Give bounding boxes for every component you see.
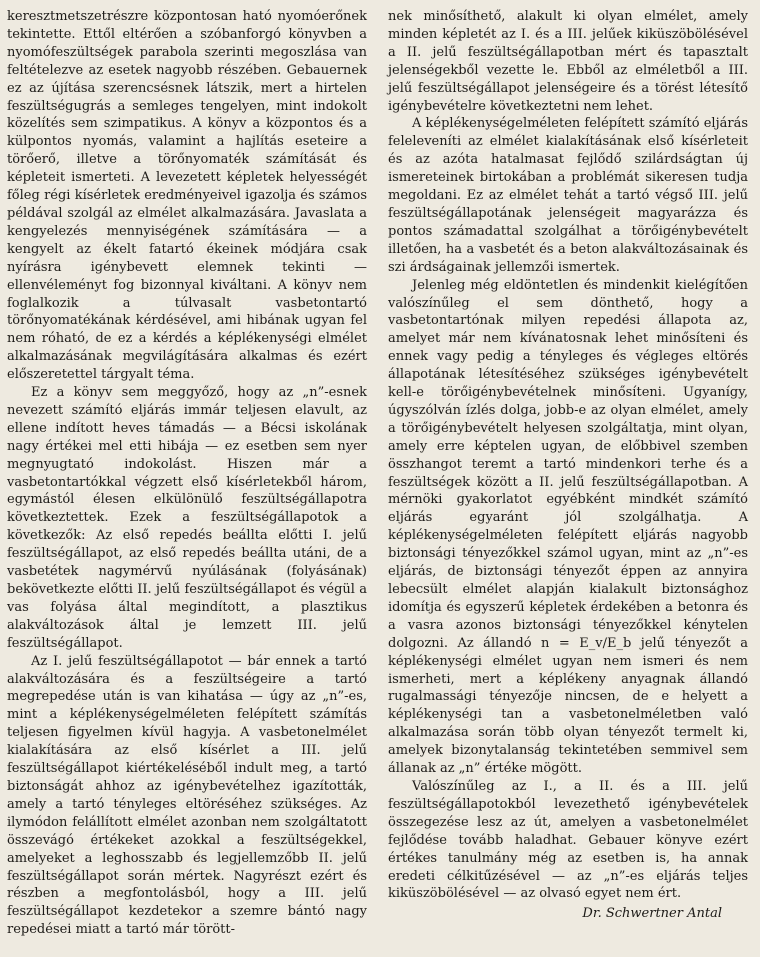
author-signature: Dr. Schwertner Antal — [582, 906, 722, 922]
paragraph-left-3: Az I. jelű feszültségállapotot — bár ennek a tartó alakváltozására és a feszültségeire a tartó megrepedése után is van kihatása — úgy az „n”-es, mint a képlékenységelméleten felépített számítás teljesen figyelmen kívül hagyja. A vasbetonelmélet kialakítására az első kísérlet a III. jelű feszültségállapot kiértékeléséből indult meg, a tartó biztonságát ahhoz az igénybevételhez igazították, amely a tartó tényleges eltöréséhez szükséges. Az ilymódon felállított elmélet azonban nem szolgáltatott összevágó értékeket azokkal a feszültségekkel, amelyeket a leghosszabb és legjellemzőbb II. jelű feszültségállapot során mértek. Nagyrészt ezért és részben a megfontolásból, hogy a III. jelű feszültségállapot kezdetekor a szemre bántó nagy repedései miatt a tartó már törött- — [7, 653, 367, 938]
paragraph-left-2: Ez a könyv sem meggyőző, hogy az „n”-esnek nevezett számító eljárás immár teljesen elavult, az ellene indított heves támadás — a Bécsi iskolának nagy értékei mel etti hibája — ez esetben sem nyer megnyugtató indokolást. Hiszen már a vasbetontartókkal végzett első kísérletekből három, egymástól élesen elkülönülő feszültségállapotra következtettek. Ezek a feszültségállapotok a következők: Az első repedés beállta előtti I. jelű feszültségállapot, az első repedés beállta utáni, de a vasbetétek nagymérvű nyúlásának (folyásának) bekövetkezte előtti II. jelű feszültségállapot és végül a vas folyása által megindított, a plasztikus alakváltozások által je lemzett III. jelű feszültségállapot. — [7, 385, 367, 651]
paragraph-right-2: A képlékenységelméleten felépített számító eljárás feleleveníti az elmélet kialakításának első kísérleteit és az azóta hatalmasat fejlődő szilárdságtan új ismereteinek birtokában a problémát sikeresen tudja megoldani. Ez az elmélet tehát a tartó végső III. jelű feszültségállapotának jelenségeit magyarázza és pontos számadattal szolgálhat a törőigénybevételt illetően, ha a vasbetét és a beton alakváltozásainak és szi árdságainak jellemzői ismertek. — [388, 116, 748, 275]
paragraph-right-1: nek minősíthető, alakult ki olyan elmélet, amely minden képletét az I. és a III. jelűek kiküszöbölésével a II. jelű feszültségállapotban mért és tapasztalt jelenségekből vezette le. Ebből az elméletből a III. jelű feszültségállapot jelenségeire és a törést létesítő igénybevételre következtetni nem lehet. — [388, 9, 748, 114]
paragraph-left-1: keresztmetszetrészre központosan ható nyomóerőnek tekintette. Ettől eltérően a szóbanforgó könyvben a nyomófeszültségek parabola szerinti megoszlása van feltételezve az esetek nagyobb részében. Gebauernek ez az újítása szerencsésnek látszik, mert a hirtelen feszültségugrás a semleges tengelyen, mint indokolt közelítés sem szimpatikus. A könyv a központos és a külpontos nyomás, valamint a hajlítás eseteire a törőerő, illetve a törőnyomaték számítását és képleteit ismerteti. A levezetett képletek helyességét főleg régi kísérletek eredményeivel igazolja és számos példával szolgál az elmélet alkalmazására. Javaslata a kengyelezés mennyiségének számítására — a kengyelt az ékelt fatartó ékeinek módjára csak nyírásra igénybevett elemnek tekinti — ellenvéleményt fog bizonnyal kiváltani. A könyv nem foglalkozik a túlvasalt vasbetontartó törőnyomatékának kérdésével, ami hibának ugyan fel nem róható, de ez a kérdés a képlékenységi elmélet alkalmazásának megvilágítására alkalmas és ezért előszeretettel tárgyalt téma. — [7, 9, 367, 383]
paragraph-right-3: Jelenleg még eldöntetlen és mindenkit kielégítően valószínűleg el sem dönthető, hogy a vasbetontartónak milyen repedési állapota az, amelyet már nem kívánatosnak lehet minősíteni és ennek vagy pedig a tényleges és végleges eltörés állapotának létesítéséhez szükséges igénybevételt kell-e törőigénybevételnek minősíteni. Ugyanígy, úgyszólván ízlés dolga, jobb-e az olyan elmélet, amely a törőigénybevételt helyesen szolgáltatja, mint olyan, amely erre képtelen ugyan, de előbbivel szemben összhangot teremt a tartó mindenkori terhe és a feszültségek között a II. jelű feszültségállapotban. A mérnöki gyakorlatot egyébként mindkét számító eljárás egyaránt jól szolgálhatja. A képlékenységelméleten felépített eljárás nagyobb biztonsági tényezőkkel számol ugyan, mint az „n”-es eljárás, de biztonsági tényezőt éppen az annyira lebecsült elmélet alapján kialakult biztonsághoz idomítja és egyszerű képletek érdekében a betonra és a vasra azonos biztonsági tényezőkkel kénytelen dolgozni. Az állandó n = E_v/E_b jelű tényezőt a képlékenységi elmélet ugyan nem ismeri és nem ismerheti, mert a képlékeny anyagnak állandó rugalmassági tényezője nincsen, de e helyett a képlékenységi tan a vasbetonelméletben való alkalmazása során több olyan tényezőt termelt ki, amelyek bizonytalanság tekintetében semmivel sem állanak az „n” értéke mögött. — [388, 277, 748, 777]
paragraph-right-4: Valószínűleg az I., a II. és a III. jelű feszültségállapotokból levezethető igénybevételek összegezése lesz az út, amelyen a vasbetonelmélet fejlődése tovább haladhat. Gebauer könyve ezért értékes tanulmány még az esetben is, ha annak eredeti célkitűzésével — az „n”-es eljárás teljes kiküszöbölésével — az olvasó egyet nem ért. — [388, 778, 748, 902]
right-column — [388, 8, 748, 923]
left-column — [7, 8, 367, 939]
